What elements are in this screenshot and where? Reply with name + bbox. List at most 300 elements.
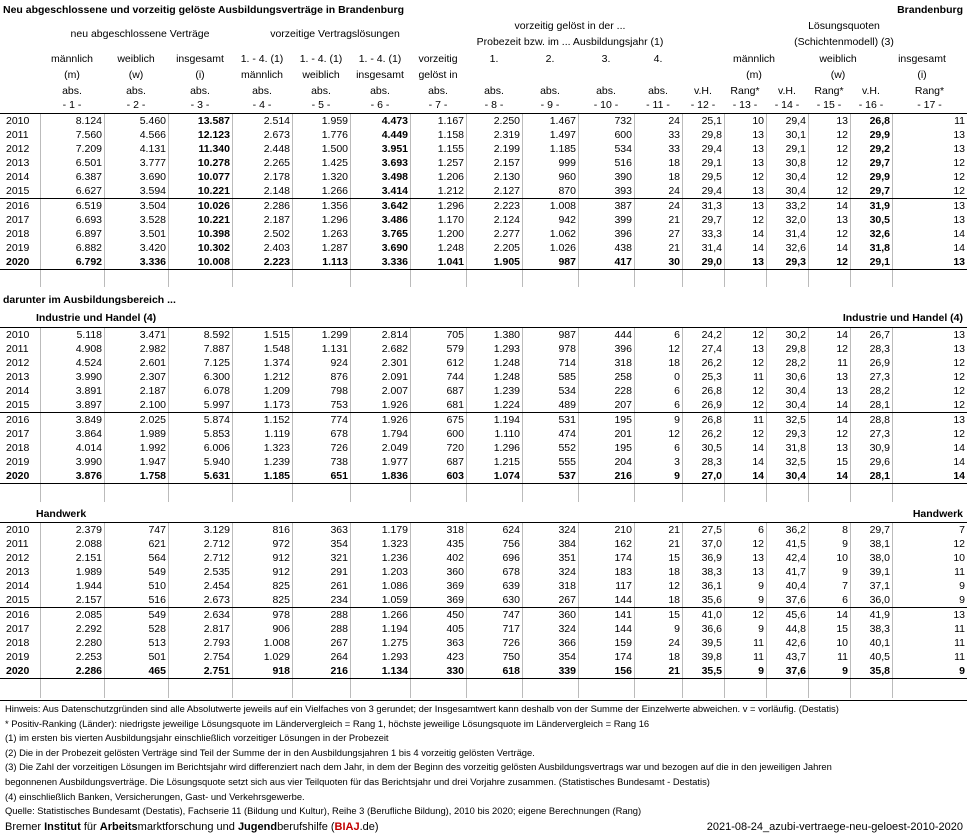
value-cell: 1.167 bbox=[410, 114, 466, 129]
value-cell: 3.777 bbox=[139, 157, 166, 169]
value-cell: 756 bbox=[502, 538, 520, 550]
value-cell: 7.887 bbox=[203, 343, 230, 355]
value-cell: 31,8 bbox=[869, 242, 890, 254]
year-cell: 2010 bbox=[0, 523, 40, 538]
value-cell: 14 bbox=[836, 470, 848, 482]
value-cell: 651 bbox=[330, 470, 348, 482]
value-cell: 195 bbox=[614, 442, 632, 454]
value-cell: 24 bbox=[634, 199, 682, 214]
value-cell: 528 bbox=[148, 623, 166, 635]
note-line: Quelle: Statistisches Bundesamt (Destatis), Fachserie 11 (Bildung und Kultur), Reihe 3 (Berufliche Bildung), 2010 bis 2020; eigene Berechnungen (Rang) bbox=[5, 805, 642, 817]
value-cell: 2.253 bbox=[75, 651, 102, 663]
value-cell: 1.239 bbox=[263, 456, 290, 468]
value-cell: 2.448 bbox=[263, 143, 290, 155]
value-cell: 5.997 bbox=[203, 399, 230, 411]
col-header-number: - 14 - bbox=[774, 99, 800, 111]
col-header-line2: insgesamt bbox=[356, 69, 404, 81]
value-cell: 2.049 bbox=[381, 442, 408, 454]
value-cell: 32,6 bbox=[869, 228, 890, 240]
value-cell: 2.754 bbox=[203, 651, 230, 663]
value-cell: 267 bbox=[330, 637, 348, 649]
footer-file: 2021-08-24_azubi-vertraege-neu-geloest-2010-2020 bbox=[706, 821, 963, 833]
value-cell: 501 bbox=[148, 651, 166, 663]
value-cell: 10.221 bbox=[197, 185, 230, 197]
value-cell: 36,0 bbox=[869, 594, 890, 606]
col-header-number: - 17 - bbox=[917, 99, 942, 111]
value-cell: 14 bbox=[953, 242, 965, 254]
value-cell: 13.587 bbox=[168, 114, 232, 129]
value-cell: 405 bbox=[446, 623, 464, 635]
value-cell: 29,8 bbox=[701, 129, 722, 141]
value-cell: 1.296 bbox=[493, 442, 520, 454]
table-row bbox=[0, 170, 967, 184]
value-cell: 9 bbox=[842, 538, 848, 550]
col-header-number: - 12 - bbox=[690, 99, 716, 111]
value-cell: 1.131 bbox=[321, 343, 348, 355]
value-cell: 2.025 bbox=[104, 413, 168, 428]
value-cell: 2.100 bbox=[139, 399, 166, 411]
value-cell: 0 bbox=[674, 371, 680, 383]
table-row bbox=[0, 664, 967, 679]
value-cell: 1.293 bbox=[493, 343, 520, 355]
col-header-unit: Rang* bbox=[730, 85, 760, 97]
value-cell: 330 bbox=[446, 665, 464, 677]
col-header-unit: abs. bbox=[126, 85, 146, 97]
note-line: (3) Die Zahl der vorzeitigen Lösungen im Berichtsjahr wird differenziert nach dem Jahr, in dem der Beginn des vorzeitig gelösten Ausbildungsvertrags war und bezogen auf die in den jeweiligen Jahren bbox=[5, 761, 832, 773]
value-cell: 396 bbox=[614, 228, 632, 240]
value-cell: 972 bbox=[272, 538, 290, 550]
table-row bbox=[0, 523, 967, 538]
value-cell: 13 bbox=[836, 442, 848, 454]
value-cell: 9 bbox=[959, 580, 965, 592]
value-cell: 30,8 bbox=[785, 157, 806, 169]
value-cell: 43,7 bbox=[785, 651, 806, 663]
value-cell: 12 bbox=[836, 428, 848, 440]
value-cell: 12 bbox=[953, 185, 965, 197]
value-cell: 2.301 bbox=[381, 357, 408, 369]
value-cell: 2.157 bbox=[75, 594, 102, 606]
value-cell: 1.152 bbox=[232, 413, 292, 428]
value-cell: 12 bbox=[953, 428, 965, 440]
note-line: begonnenen Ausbildungsverträge. Die Lösungsquote setzt sich aus vier Teilquoten für das Berichtsjahr und drei Vorjahre zusammen. (Statistisches Bundesamt - Destatis) bbox=[5, 776, 710, 787]
value-cell: 2.007 bbox=[381, 385, 408, 397]
value-cell: 234 bbox=[330, 594, 348, 606]
col-header-line1: männlich bbox=[50, 53, 94, 65]
value-cell: 28,8 bbox=[850, 413, 892, 428]
value-cell: 12 bbox=[752, 214, 764, 226]
value-cell: 26,9 bbox=[701, 399, 722, 411]
value-cell: 258 bbox=[614, 371, 632, 383]
value-cell: 510 bbox=[148, 580, 166, 592]
value-cell: 11 bbox=[954, 637, 965, 649]
table-row bbox=[0, 537, 967, 551]
value-cell: 10 bbox=[836, 552, 848, 564]
value-cell: 11 bbox=[954, 566, 965, 578]
value-cell: 3.990 bbox=[75, 456, 102, 468]
value-cell: 4.014 bbox=[75, 442, 102, 454]
value-cell: 12 bbox=[836, 143, 848, 155]
value-cell: 2.085 bbox=[40, 608, 104, 623]
value-cell: 2.601 bbox=[139, 357, 166, 369]
value-cell: 38,3 bbox=[701, 566, 722, 578]
value-cell: 11 bbox=[753, 651, 764, 663]
table-row bbox=[0, 227, 967, 241]
value-cell: 13 bbox=[953, 214, 965, 226]
value-cell: 41,0 bbox=[682, 608, 724, 623]
value-cell: 1.155 bbox=[437, 143, 464, 155]
value-cell: 30,1 bbox=[785, 129, 806, 141]
value-cell: 37,6 bbox=[785, 665, 806, 677]
value-cell: 14 bbox=[808, 413, 850, 428]
value-cell: 30,6 bbox=[785, 371, 806, 383]
year-cell: 2017 bbox=[6, 214, 30, 226]
value-cell: 906 bbox=[272, 623, 290, 635]
value-cell: 1.248 bbox=[493, 371, 520, 383]
value-cell: 29,7 bbox=[869, 185, 890, 197]
value-cell: 36,6 bbox=[701, 623, 722, 635]
value-cell: 14 bbox=[953, 228, 965, 240]
value-cell: 393 bbox=[614, 185, 632, 197]
value-cell: 687 bbox=[446, 456, 464, 468]
value-cell: 363 bbox=[292, 523, 350, 538]
value-cell: 4.908 bbox=[75, 343, 102, 355]
value-cell: 1.074 bbox=[493, 470, 520, 482]
footer-org-part: Bremer bbox=[5, 821, 45, 833]
value-cell: 2.793 bbox=[203, 637, 230, 649]
value-cell: 1.209 bbox=[263, 385, 290, 397]
value-cell: 369 bbox=[446, 594, 464, 606]
value-cell: 13 bbox=[752, 185, 764, 197]
value-cell: 10.302 bbox=[197, 242, 230, 254]
year-cell: 2012 bbox=[6, 357, 30, 369]
value-cell: 31,8 bbox=[785, 442, 806, 454]
value-cell: 1.239 bbox=[493, 385, 520, 397]
value-cell: 174 bbox=[614, 552, 632, 564]
value-cell: 13 bbox=[752, 157, 764, 169]
value-cell: 1.356 bbox=[292, 199, 350, 214]
value-cell: 717 bbox=[502, 623, 520, 635]
year-cell: 2017 bbox=[6, 428, 30, 440]
value-cell: 5.940 bbox=[203, 456, 230, 468]
footer-org-part: .de) bbox=[359, 821, 379, 833]
value-cell: 13 bbox=[752, 343, 764, 355]
year-cell: 2016 bbox=[0, 199, 40, 214]
value-cell: 2.514 bbox=[232, 114, 292, 129]
value-cell: 29,7 bbox=[850, 523, 892, 538]
value-cell: 28,1 bbox=[869, 399, 890, 411]
value-cell: 579 bbox=[446, 343, 464, 355]
value-cell: 14 bbox=[752, 456, 764, 468]
value-cell: 2.634 bbox=[168, 608, 232, 623]
table-row bbox=[0, 114, 967, 129]
value-cell: 12 bbox=[752, 171, 764, 183]
value-cell: 28,3 bbox=[869, 343, 890, 355]
value-cell: 12 bbox=[836, 256, 848, 268]
value-cell: 12 bbox=[836, 185, 848, 197]
value-cell: 555 bbox=[558, 456, 576, 468]
note-line: Hinweis: Aus Datenschutzgründen sind alle Absolutwerte jeweils auf ein Vielfaches von 3 gerundet; der Insgesamtwert kann deshalb von der Summe der Einzelwerte abweichen. v = vorläufig. (Destatis) bbox=[5, 703, 839, 714]
table-row bbox=[0, 356, 967, 370]
value-cell: 1.836 bbox=[381, 470, 408, 482]
value-cell: 11 bbox=[753, 371, 764, 383]
table-row bbox=[0, 398, 967, 413]
col-header-unit: abs. bbox=[190, 85, 210, 97]
value-cell: 13 bbox=[836, 385, 848, 397]
value-cell: 216 bbox=[614, 470, 632, 482]
value-cell: 3.951 bbox=[381, 143, 408, 155]
value-cell: 714 bbox=[558, 357, 576, 369]
value-cell: 14 bbox=[808, 199, 850, 214]
value-cell: 117 bbox=[615, 580, 632, 592]
value-cell: 26,8 bbox=[850, 114, 892, 129]
value-cell: 600 bbox=[614, 129, 632, 141]
value-cell: 1.194 bbox=[381, 623, 408, 635]
value-cell: 26,2 bbox=[701, 357, 722, 369]
col-header-line1: 1. bbox=[489, 53, 499, 65]
value-cell: 396 bbox=[614, 343, 632, 355]
year-cell: 2013 bbox=[6, 371, 30, 383]
value-cell: 12 bbox=[953, 538, 965, 550]
value-cell: 40,1 bbox=[869, 637, 890, 649]
value-cell: 14 bbox=[953, 456, 965, 468]
value-cell: 21 bbox=[668, 665, 680, 677]
value-cell: 2.127 bbox=[493, 185, 520, 197]
section-ih-label: Industrie und Handel (4) bbox=[36, 312, 157, 324]
col-header-unit: abs. bbox=[428, 85, 448, 97]
year-cell: 2011 bbox=[6, 343, 29, 355]
value-cell: 9 bbox=[842, 665, 848, 677]
value-cell: 35,8 bbox=[869, 665, 890, 677]
value-cell: 3.891 bbox=[75, 385, 102, 397]
value-cell: 32,0 bbox=[785, 214, 806, 226]
value-cell: 12 bbox=[668, 343, 680, 355]
year-cell: 2018 bbox=[6, 637, 30, 649]
value-cell: 3.486 bbox=[381, 214, 408, 226]
value-cell: 3.690 bbox=[139, 171, 166, 183]
value-cell: 1.293 bbox=[381, 651, 408, 663]
value-cell: 11 bbox=[892, 114, 967, 129]
value-cell: 2.454 bbox=[203, 580, 230, 592]
value-cell: 2.187 bbox=[263, 214, 290, 226]
value-cell: 4.473 bbox=[350, 114, 410, 129]
value-cell: 1.758 bbox=[139, 470, 166, 482]
value-cell: 6.501 bbox=[75, 157, 102, 169]
year-cell: 2014 bbox=[6, 171, 30, 183]
value-cell: 21 bbox=[668, 242, 680, 254]
value-cell: 12 bbox=[752, 357, 764, 369]
value-cell: 9 bbox=[758, 665, 764, 677]
value-cell: 9 bbox=[959, 665, 965, 677]
value-cell: 207 bbox=[614, 399, 632, 411]
value-cell: 2.673 bbox=[263, 129, 290, 141]
col-header-line1: 1. - 4. (1) bbox=[299, 53, 343, 65]
table-row bbox=[0, 427, 967, 441]
value-cell: 21 bbox=[668, 538, 680, 550]
value-cell: 444 bbox=[578, 328, 634, 343]
value-cell: 1.008 bbox=[522, 199, 578, 214]
value-cell: 40,5 bbox=[869, 651, 890, 663]
value-cell: 4.131 bbox=[139, 143, 166, 155]
value-cell: 10.008 bbox=[197, 256, 230, 268]
value-cell: 1.926 bbox=[350, 413, 410, 428]
value-cell: 726 bbox=[330, 442, 348, 454]
table-row bbox=[0, 441, 967, 455]
value-cell: 12 bbox=[953, 157, 965, 169]
section-hw-label: Handwerk bbox=[36, 508, 87, 520]
value-cell: 29,4 bbox=[766, 114, 808, 129]
value-cell: 29,1 bbox=[701, 157, 722, 169]
year-cell: 2015 bbox=[6, 185, 30, 197]
value-cell: 13 bbox=[752, 143, 764, 155]
value-cell: 1.989 bbox=[75, 566, 102, 578]
value-cell: 261 bbox=[330, 580, 348, 592]
value-cell: 13 bbox=[808, 114, 850, 129]
value-cell: 2.286 bbox=[75, 665, 102, 677]
value-cell: 738 bbox=[330, 456, 348, 468]
value-cell: 10.077 bbox=[197, 171, 230, 183]
value-cell: 216 bbox=[330, 665, 348, 677]
value-cell: 6.078 bbox=[203, 385, 230, 397]
value-cell: 2.307 bbox=[139, 371, 166, 383]
value-cell: 29,6 bbox=[869, 456, 890, 468]
table-row bbox=[0, 142, 967, 156]
value-cell: 630 bbox=[502, 594, 520, 606]
value-cell: 31,4 bbox=[701, 242, 722, 254]
value-cell: 387 bbox=[578, 199, 634, 214]
value-cell: 156 bbox=[614, 665, 632, 677]
value-cell: 6.882 bbox=[75, 242, 102, 254]
value-cell: 25,1 bbox=[682, 114, 724, 129]
value-cell: 639 bbox=[502, 580, 520, 592]
value-cell: 29,2 bbox=[869, 143, 890, 155]
value-cell: 2.280 bbox=[75, 637, 102, 649]
value-cell: 28,3 bbox=[701, 456, 722, 468]
value-cell: 26,9 bbox=[869, 357, 890, 369]
table-handwerk bbox=[0, 522, 967, 680]
value-cell: 1.266 bbox=[321, 185, 348, 197]
note-line: (1) im ersten bis vierten Ausbildungsjahr einschließlich vorzeitiger Lösungen in der Probezeit bbox=[5, 732, 389, 744]
value-cell: 3.336 bbox=[139, 256, 166, 268]
value-cell: 6.792 bbox=[75, 256, 102, 268]
value-cell: 24,2 bbox=[682, 328, 724, 343]
col-header-unit: abs. bbox=[484, 85, 504, 97]
value-cell: 2.088 bbox=[75, 538, 102, 550]
value-cell: 1.062 bbox=[549, 228, 576, 240]
year-cell: 2014 bbox=[6, 580, 30, 592]
table-row bbox=[0, 413, 967, 428]
value-cell: 1.110 bbox=[494, 428, 520, 440]
table-row bbox=[0, 156, 967, 170]
value-cell: 516 bbox=[614, 157, 632, 169]
value-cell: 12 bbox=[836, 228, 848, 240]
value-cell: 35,6 bbox=[701, 594, 722, 606]
value-cell: 18 bbox=[668, 171, 680, 183]
value-cell: 339 bbox=[558, 665, 576, 677]
value-cell: 5.853 bbox=[203, 428, 230, 440]
value-cell: 9 bbox=[758, 594, 764, 606]
year-cell: 2018 bbox=[6, 442, 30, 454]
value-cell: 978 bbox=[558, 343, 576, 355]
col-header-number: - 15 - bbox=[816, 99, 842, 111]
value-cell: 1.008 bbox=[263, 637, 290, 649]
value-cell: 10.221 bbox=[197, 214, 230, 226]
value-cell: 288 bbox=[292, 608, 350, 623]
value-cell: 750 bbox=[502, 651, 520, 663]
value-cell: 9 bbox=[758, 623, 764, 635]
value-cell: 3.594 bbox=[139, 185, 166, 197]
year-cell: 2011 bbox=[6, 538, 29, 550]
value-cell: 14 bbox=[752, 228, 764, 240]
value-cell: 417 bbox=[614, 256, 632, 268]
value-cell: 1.776 bbox=[321, 129, 348, 141]
value-cell: 3.849 bbox=[40, 413, 104, 428]
value-cell: 174 bbox=[614, 651, 632, 663]
value-cell: 6 bbox=[634, 328, 682, 343]
value-cell: 13 bbox=[953, 256, 965, 268]
value-cell: 2.712 bbox=[203, 552, 230, 564]
value-cell: 37,0 bbox=[701, 538, 722, 550]
value-cell: 3.501 bbox=[139, 228, 166, 240]
value-cell: 29,3 bbox=[785, 256, 806, 268]
value-cell: 1.185 bbox=[549, 143, 576, 155]
value-cell: 4.524 bbox=[75, 357, 102, 369]
value-cell: 438 bbox=[614, 242, 632, 254]
col-header-unit: abs. bbox=[252, 85, 272, 97]
year-cell: 2020 bbox=[6, 665, 30, 677]
value-cell: 753 bbox=[330, 399, 348, 411]
value-cell: 624 bbox=[466, 523, 522, 538]
footer-org bbox=[5, 821, 379, 833]
value-cell: 3.336 bbox=[381, 256, 408, 268]
value-cell: 30,4 bbox=[785, 399, 806, 411]
value-cell: 675 bbox=[410, 413, 466, 428]
value-cell: 1.287 bbox=[321, 242, 348, 254]
table-row bbox=[0, 593, 967, 608]
value-cell: 1.374 bbox=[263, 357, 290, 369]
table-row bbox=[0, 184, 967, 199]
value-cell: 1.515 bbox=[232, 328, 292, 343]
table-industrie-handel bbox=[0, 327, 967, 485]
value-cell: 27,3 bbox=[869, 371, 890, 383]
value-cell: 18 bbox=[668, 566, 680, 578]
value-cell: 9 bbox=[758, 580, 764, 592]
value-cell: 13 bbox=[953, 129, 965, 141]
value-cell: 13 bbox=[892, 328, 967, 343]
value-cell: 21 bbox=[668, 214, 680, 226]
value-cell: 912 bbox=[272, 566, 290, 578]
value-cell: 489 bbox=[558, 399, 576, 411]
value-cell: 10 bbox=[953, 552, 965, 564]
value-cell: 13 bbox=[836, 214, 848, 226]
value-cell: 705 bbox=[410, 328, 466, 343]
value-cell: 12 bbox=[953, 357, 965, 369]
value-cell: 13 bbox=[752, 129, 764, 141]
year-cell: 2013 bbox=[6, 566, 30, 578]
note-line: (2) Die in der Probezeit gelösten Verträge sind Teil der Summe der in den Ausbildungsjahren 1 bis 4 vorzeitig gelösten Verträge. bbox=[5, 746, 535, 758]
value-cell: 27,4 bbox=[701, 343, 722, 355]
col-header-line1: weiblich bbox=[117, 53, 155, 65]
col-header-unit: Rang* bbox=[814, 85, 844, 97]
value-cell: 1.947 bbox=[139, 456, 166, 468]
col-header-unit: abs. bbox=[648, 85, 668, 97]
value-cell: 38,3 bbox=[869, 623, 890, 635]
value-cell: 2.502 bbox=[263, 228, 290, 240]
value-cell: 2.535 bbox=[203, 566, 230, 578]
value-cell: 201 bbox=[614, 428, 632, 440]
value-cell: 30,9 bbox=[869, 442, 890, 454]
value-cell: 30,4 bbox=[785, 171, 806, 183]
value-cell: 36,2 bbox=[766, 523, 808, 538]
